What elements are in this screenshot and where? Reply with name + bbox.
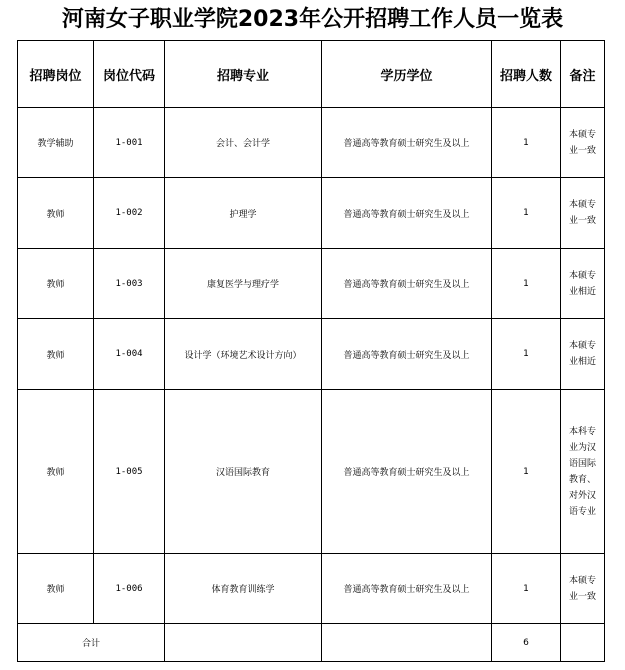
header-major: 招聘专业: [165, 41, 322, 108]
cell-degree: 普通高等教育硕士研究生及以上: [322, 178, 492, 249]
cell-count: 1: [492, 249, 561, 319]
cell-major: 汉语国际教育: [165, 390, 322, 554]
header-count: 招聘人数: [492, 41, 561, 108]
cell-count: 1: [492, 554, 561, 624]
cell-note: 本硕专业相近: [561, 249, 605, 319]
recruitment-table: [17, 40, 605, 662]
cell-position: 教学辅助: [18, 108, 94, 178]
cell-degree: 普通高等教育硕士研究生及以上: [322, 319, 492, 390]
cell-degree: 普通高等教育硕士研究生及以上: [322, 249, 492, 319]
cell-note: 本硕专业一致: [561, 178, 605, 249]
table-row: [18, 319, 605, 390]
cell-position: 教师: [18, 554, 94, 624]
page-title: 河南女子职业学院2023年公开招聘工作人员一览表: [61, 7, 564, 32]
cell-code: 1-003: [94, 249, 165, 319]
header-position: 招聘岗位: [18, 41, 94, 108]
cell-major: 设计学（环境艺术设计方向）: [165, 319, 322, 390]
table-row: [18, 178, 605, 249]
cell-major: 体育教育训练学: [165, 554, 322, 624]
table-row: [18, 108, 605, 178]
total-empty-degree: [322, 624, 492, 662]
header-code: 岗位代码: [94, 41, 165, 108]
cell-major: 会计、会计学: [165, 108, 322, 178]
cell-major: 护理学: [165, 178, 322, 249]
cell-position: 教师: [18, 178, 94, 249]
cell-code: 1-004: [94, 319, 165, 390]
total-label: 合计: [18, 624, 165, 662]
header-note: 备注: [561, 41, 605, 108]
cell-count: 1: [492, 178, 561, 249]
cell-code: 1-001: [94, 108, 165, 178]
total-count: 6: [492, 624, 561, 662]
cell-count: 1: [492, 390, 561, 554]
cell-code: 1-006: [94, 554, 165, 624]
cell-note: 本硕专业一致: [561, 554, 605, 624]
total-empty-note: [561, 624, 605, 662]
total-row: [18, 624, 605, 662]
cell-position: 教师: [18, 390, 94, 554]
table-row: [18, 554, 605, 624]
cell-code: 1-005: [94, 390, 165, 554]
table-row: [18, 390, 605, 554]
cell-degree: 普通高等教育硕士研究生及以上: [322, 108, 492, 178]
header-degree: 学历学位: [322, 41, 492, 108]
cell-position: 教师: [18, 249, 94, 319]
cell-degree: 普通高等教育硕士研究生及以上: [322, 554, 492, 624]
table-header-row: [18, 41, 605, 108]
cell-code: 1-002: [94, 178, 165, 249]
cell-count: 1: [492, 319, 561, 390]
total-empty-major: [165, 624, 322, 662]
cell-note: 本硕专业相近: [561, 319, 605, 390]
table-row: [18, 249, 605, 319]
cell-count: 1: [492, 108, 561, 178]
cell-major: 康复医学与理疗学: [165, 249, 322, 319]
cell-note: 本科专业为汉语国际教育、对外汉语专业: [561, 390, 605, 554]
cell-degree: 普通高等教育硕士研究生及以上: [322, 390, 492, 554]
cell-note: 本硕专业一致: [561, 108, 605, 178]
cell-position: 教师: [18, 319, 94, 390]
